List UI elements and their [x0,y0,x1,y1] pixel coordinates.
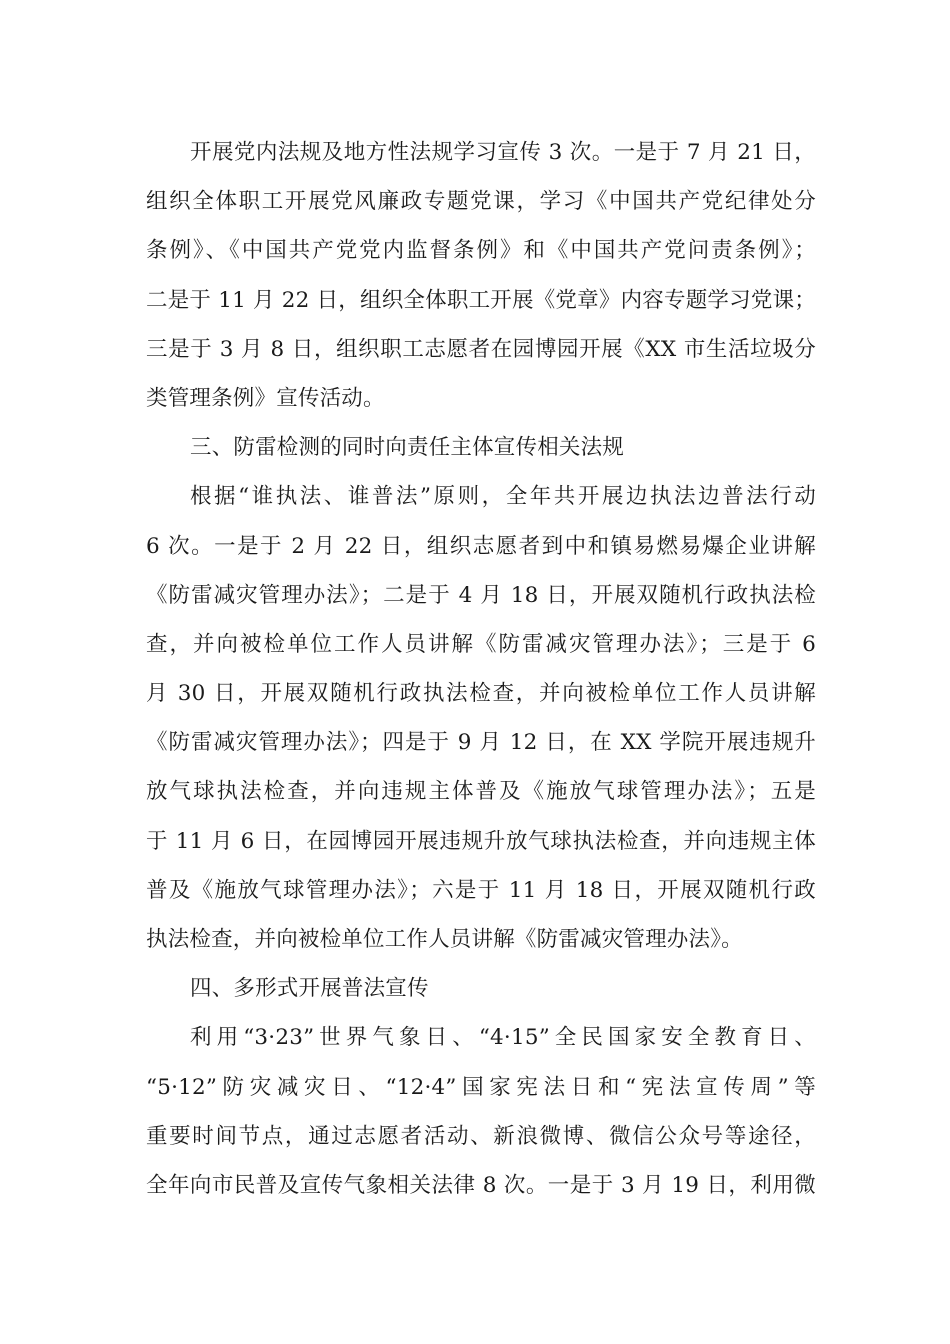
text-line: 查，并向被检单位工作人员讲解《防雷减灾管理办法》；三是于 6 [146,631,816,657]
text-line: 月 30 日，开展双随机行政执法检查，并向被检单位工作人员讲解 [146,681,816,707]
text-line: “5·12”防灾减灾日、“12·4”国家宪法日和“宪法宣传周”等 [146,1074,816,1100]
text-line: 三、防雷检测的同时向责任主体宣传相关法规 [190,435,625,461]
text-line: 组织全体职工开展党风廉政专题党课，学习《中国共产党纪律处分 [146,189,816,215]
text-line: 四、多形式开展普法宣传 [190,976,429,1002]
text-line: 执法检查，并向被检单位工作人员讲解《防雷减灾管理办法》。 [146,927,743,952]
text-line: 放气球执法检查，并向违规主体普及《施放气球管理办法》；五是 [146,779,816,805]
document-body [146,128,816,1210]
text-line: 重要时间节点，通过志愿者活动、新浪微博、微信公众号等途径， [146,1123,816,1149]
text-line: 开展党内法规及地方性法规学习宣传 3 次。一是于 7 月 21 日， [190,140,816,165]
text-line: 于 11 月 6 日，在园博园开展违规升放气球执法检查，并向违规主体 [146,828,816,854]
text-line: 二是于 11 月 22 日，组织全体职工开展《党章》内容专题学习党课； [146,287,816,313]
text-line: 《防雷减灾管理办法》；二是于 4 月 18 日，开展双随机行政执法检 [146,582,816,608]
text-line: 普及《施放气球管理办法》；六是于 11 月 18 日，开展双随机行政 [146,877,816,903]
text-line: 利用“3·23”世界气象日、“4·15”全民国家安全教育日、 [190,1025,816,1051]
text-line: 《防雷减灾管理办法》；四是于 9 月 12 日，在 XX 学院开展违规升 [146,730,816,756]
text-line: 类管理条例》宣传活动。 [146,385,385,411]
text-line: 全年向市民普及宣传气象相关法律 8 次。一是于 3 月 19 日，利用微 [146,1172,816,1198]
text-line: 条例》、《中国共产党党内监督条例》和《中国共产党问责条例》； [146,238,816,264]
text-line: 三是于 3 月 8 日，组织职工志愿者在园博园开展《XX 市生活垃圾分 [146,336,816,362]
text-line: 根据“谁执法、谁普法”原则，全年共开展边执法边普法行动 [190,484,816,510]
text-line: 6 次。一是于 2 月 22 日，组织志愿者到中和镇易燃易爆企业讲解 [146,533,816,559]
